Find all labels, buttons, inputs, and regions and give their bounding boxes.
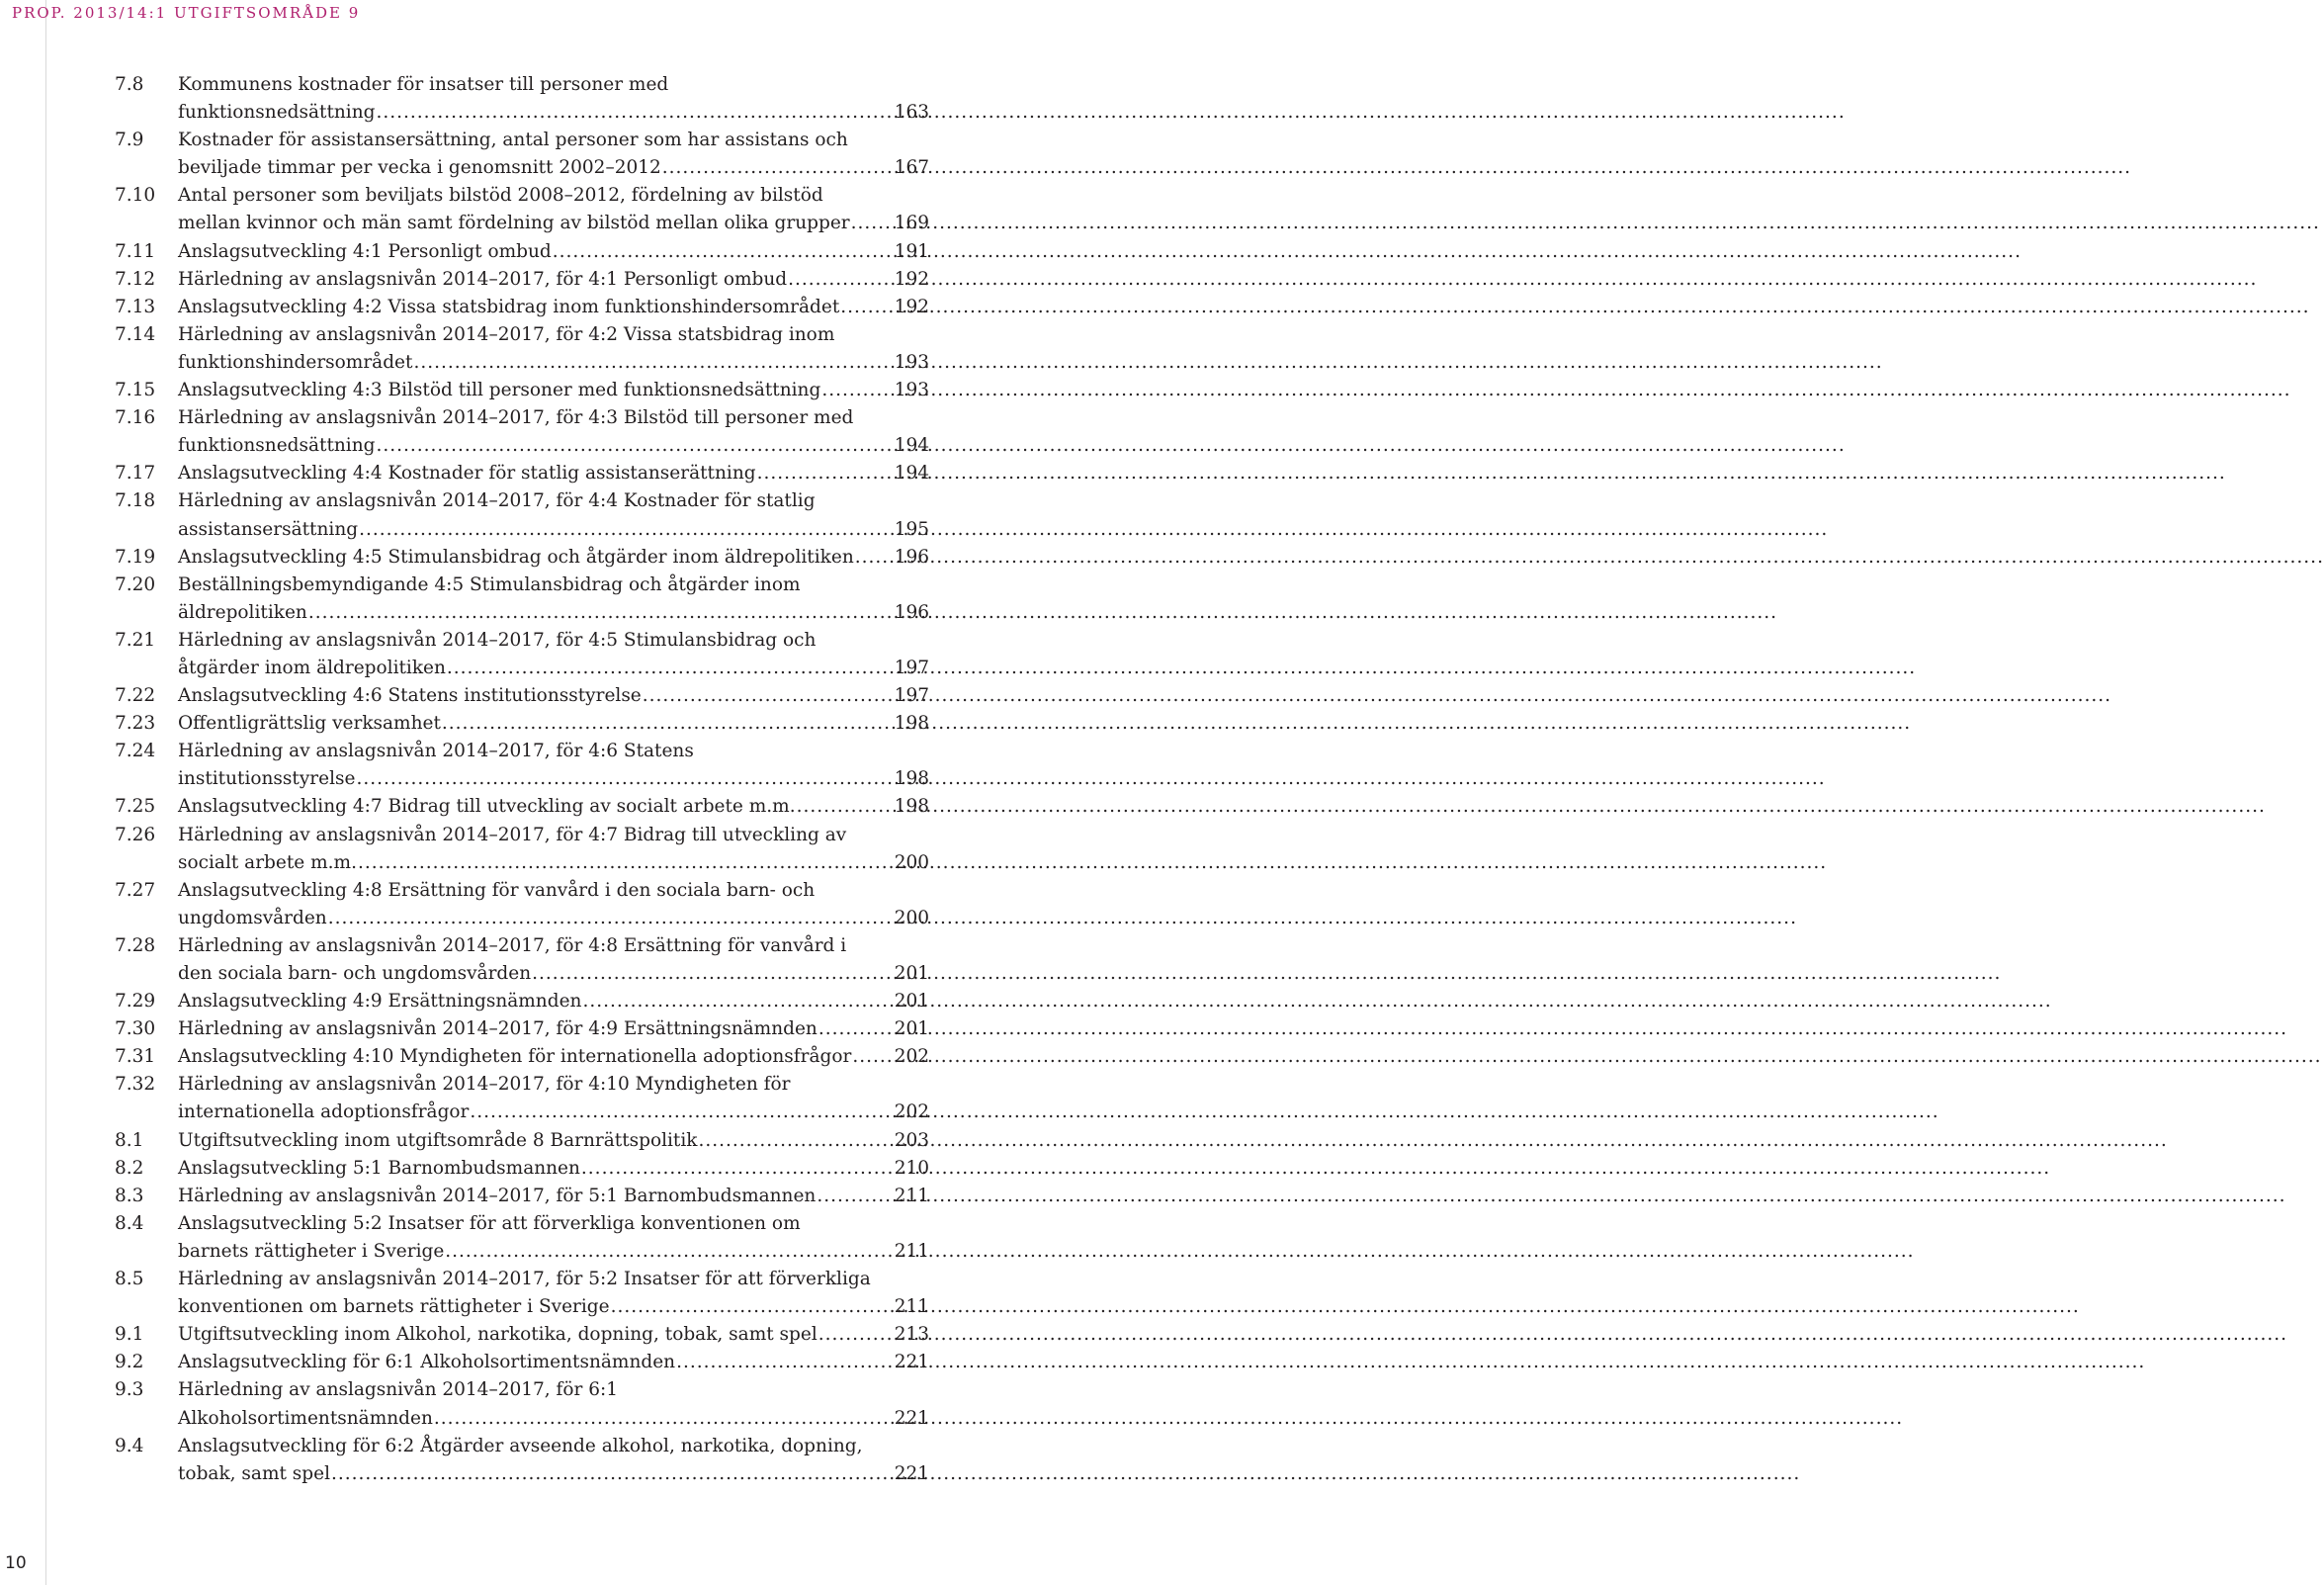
entry-title: [178, 294, 929, 321]
entry-title: [178, 182, 929, 237]
entry-number: 7.28: [115, 934, 156, 956]
toc-entry[interactable]: [115, 71, 929, 127]
entry-title: [178, 1349, 929, 1376]
entry-page-number[interactable]: 169: [894, 213, 929, 234]
dot-leader: [840, 294, 893, 321]
entry-number: 7.13: [115, 296, 156, 317]
toc-entry[interactable]: [115, 877, 929, 932]
entry-page-number[interactable]: 197: [894, 685, 929, 707]
entry-title-line: Kommunens kostnader för insatser till personer med: [178, 74, 669, 95]
entry-page-number[interactable]: 210: [894, 1157, 929, 1179]
entry-number: 8.2: [115, 1157, 144, 1179]
dot-leader: [434, 1405, 894, 1433]
entry-page-number[interactable]: 201: [894, 991, 929, 1013]
entry-title-last-line: [178, 710, 929, 738]
entry-title-line: Härledning av anslagsnivån 2014–2017, för 4:1 Personligt ombud: [178, 268, 788, 290]
dot-leader: [445, 1238, 893, 1266]
entry-title-line: den sociala barn- och ungdomsvården: [178, 963, 532, 984]
entry-title-last-line: [178, 1238, 929, 1266]
dot-leader: [328, 905, 894, 932]
entry-title: [178, 627, 929, 682]
entry-title-last-line: [178, 294, 929, 321]
entry-title: [178, 238, 929, 266]
dot-leader: [331, 1460, 894, 1488]
dot-leader: [699, 1127, 894, 1155]
toc-entry[interactable]: [115, 822, 929, 877]
entry-title-line: Anslagsutveckling för 6:2 Åtgärder avseende alkohol, narkotika, dopning,: [178, 1435, 863, 1456]
entry-title-line: socialt arbete m.m.: [178, 851, 357, 873]
dot-leader: [582, 988, 893, 1015]
entry-page-number[interactable]: 167: [894, 157, 929, 179]
toc-entry[interactable]: [115, 294, 929, 321]
toc-entry[interactable]: [115, 572, 929, 627]
entry-title-last-line: [178, 460, 929, 487]
entry-title-line: Beställningsbemyndigande 4:5 Stimulansbidrag och åtgärder inom: [178, 573, 801, 595]
entry-title-line: Härledning av anslagsnivån 2014–2017, för 4:10 Myndigheten för: [178, 1074, 791, 1096]
entry-title: [178, 266, 929, 294]
entry-title: [178, 1043, 929, 1071]
entry-number: 7.19: [115, 546, 156, 568]
toc-entry[interactable]: [115, 1015, 929, 1043]
dot-leader: [308, 599, 894, 627]
entry-page-number[interactable]: 200: [894, 907, 929, 928]
entry-title-line: Härledning av anslagsnivån 2014–2017, för 4:6 Statens: [178, 741, 694, 762]
entry-title: [178, 1183, 929, 1210]
entry-title-line: Härledning av anslagsnivån 2014–2017, för 4:7 Bidrag till utveckling av: [178, 824, 847, 845]
toc-entry[interactable]: [115, 682, 929, 710]
dot-leader: [852, 1043, 893, 1071]
entry-title-last-line: [178, 349, 929, 377]
entry-page-number[interactable]: 193: [894, 351, 929, 373]
entry-title-line: Härledning av anslagsnivån 2014–2017, för 6:1: [178, 1379, 619, 1401]
entry-title-last-line: [178, 432, 929, 460]
toc-entry[interactable]: [115, 932, 929, 988]
entry-title-last-line: [178, 210, 929, 237]
entry-title-last-line: [178, 655, 929, 682]
dot-leader: [788, 266, 894, 294]
entry-title-line: Härledning av anslagsnivån 2014–2017, för 5:1 Barnombudsmannen: [178, 1185, 817, 1206]
entry-title-line: Härledning av anslagsnivån 2014–2017, för 5:2 Insatser för att förverkliga: [178, 1269, 871, 1290]
dot-leader: [447, 655, 894, 682]
entry-number: 7.10: [115, 185, 156, 207]
entry-page-number[interactable]: 211: [894, 1240, 929, 1262]
entry-page-number[interactable]: 200: [894, 851, 929, 873]
entry-page-number[interactable]: 221: [894, 1462, 929, 1484]
entry-title: [178, 572, 929, 627]
dot-leader: [797, 793, 894, 821]
margin-rule: [45, 0, 46, 1585]
dot-leader: [757, 460, 894, 487]
entry-number: 7.26: [115, 824, 156, 845]
entry-title-last-line: [178, 599, 929, 627]
entry-title-line: assistansersättning: [178, 518, 359, 540]
entry-number: 7.23: [115, 713, 156, 735]
entry-title-last-line: [178, 765, 929, 793]
entry-title-last-line: [178, 1293, 929, 1321]
entry-title-last-line: [178, 960, 929, 988]
toc-entry[interactable]: [115, 1433, 929, 1488]
dot-leader: [532, 960, 894, 988]
entry-title-last-line: [178, 1043, 929, 1071]
entry-title-line: mellan kvinnor och män samt fördelning av bilstöd mellan olika grupper: [178, 213, 850, 234]
entry-title-line: Anslagsutveckling 4:3 Bilstöd till personer med funktionsnedsättning: [178, 380, 821, 401]
entry-title-last-line: [178, 154, 929, 182]
dot-leader: [855, 544, 894, 572]
toc-entry[interactable]: [115, 1155, 929, 1183]
entry-title: [178, 1376, 929, 1432]
entry-title-line: tobak, samt spel: [178, 1462, 330, 1484]
entry-number: 7.30: [115, 1018, 156, 1040]
entry-number: 7.14: [115, 323, 156, 345]
toc-entry[interactable]: [115, 793, 929, 821]
entry-page-number[interactable]: 201: [894, 963, 929, 984]
dot-leader: [359, 516, 894, 544]
page-number: 10: [5, 1553, 27, 1573]
entry-number: 7.32: [115, 1074, 156, 1096]
entry-page-number[interactable]: 163: [894, 102, 929, 124]
toc-entry[interactable]: [115, 321, 929, 377]
toc-entry[interactable]: [115, 404, 929, 460]
dot-leader: [470, 1099, 893, 1126]
entry-number: 7.27: [115, 879, 156, 901]
entry-title-line: institutionsstyrelse: [178, 768, 356, 790]
toc-entry[interactable]: [115, 1043, 929, 1071]
entry-title-last-line: [178, 544, 929, 572]
entry-title-last-line: [178, 1155, 929, 1183]
entry-page-number[interactable]: 211: [894, 1185, 929, 1206]
entry-title-line: Anslagsutveckling 4:10 Myndigheten för internationella adoptionsfrågor: [178, 1046, 852, 1068]
entry-number: 7.15: [115, 380, 156, 401]
entry-number: 7.22: [115, 685, 156, 707]
entry-title-last-line: [178, 99, 929, 127]
entry-title-line: Anslagsutveckling 4:6 Statens institutionsstyrelse: [178, 685, 642, 707]
dot-leader: [821, 377, 893, 404]
entry-title-line: Anslagsutveckling 4:4 Kostnader för statlig assistanserättning: [178, 463, 756, 484]
entry-page-number[interactable]: 213: [894, 1324, 929, 1346]
entry-title: [178, 487, 929, 543]
entry-title-line: Alkoholsortimentsnämnden: [178, 1407, 433, 1429]
entry-title-last-line: [178, 1099, 929, 1126]
dot-leader: [662, 154, 894, 182]
entry-number: 7.9: [115, 130, 144, 151]
entry-title-line: Offentligrättslig verksamhet: [178, 713, 441, 735]
toc-entry[interactable]: [115, 1321, 929, 1349]
entry-title-last-line: [178, 377, 929, 404]
entry-title: [178, 127, 929, 182]
entry-title-line: Härledning av anslagsnivån 2014–2017, för 4:2 Vissa statsbidrag inom: [178, 323, 835, 345]
toc-entry[interactable]: [115, 1183, 929, 1210]
dot-leader: [356, 765, 893, 793]
toc-entry[interactable]: [115, 738, 929, 793]
entry-title-last-line: [178, 266, 929, 294]
entry-title-line: Anslagsutveckling 5:2 Insatser för att förverkliga konventionen om: [178, 1212, 801, 1234]
entry-number: 7.18: [115, 490, 156, 512]
toc-entry[interactable]: [115, 182, 929, 237]
entry-title-line: Anslagsutveckling 4:9 Ersättningsnämnden: [178, 991, 582, 1013]
toc-entry[interactable]: [115, 544, 929, 572]
dot-leader: [817, 1183, 893, 1210]
dot-leader: [818, 1015, 894, 1043]
entry-title-last-line: [178, 1321, 929, 1349]
entry-number: 7.21: [115, 629, 156, 651]
toc-entry[interactable]: [115, 1127, 929, 1155]
entry-page-number[interactable]: 193: [894, 380, 929, 401]
entry-title: [178, 682, 929, 710]
entry-number: 7.31: [115, 1046, 156, 1068]
entry-number: 9.2: [115, 1352, 144, 1373]
running-header: PROP. 2013/14:1 UTGIFTSOMRÅDE 9: [12, 4, 361, 22]
entry-title-line: funktionshindersområdet: [178, 351, 413, 373]
entry-title-line: åtgärder inom äldrepolitiken: [178, 657, 446, 678]
entry-title-line: Anslagsutveckling 4:2 Vissa statsbidrag inom funktionshindersområdet: [178, 296, 840, 317]
toc-entry[interactable]: [115, 1376, 929, 1432]
dot-leader: [851, 210, 894, 237]
toc-entry[interactable]: [115, 238, 929, 266]
dot-leader: [553, 238, 894, 266]
dot-leader: [376, 99, 893, 127]
entry-title-line: Anslagsutveckling 4:5 Stimulansbidrag och åtgärder inom äldrepolitiken: [178, 546, 854, 568]
entry-title: [178, 460, 929, 487]
entry-title-line: beviljade timmar per vecka i genomsnitt 2002–2012: [178, 157, 661, 179]
entry-title: [178, 822, 929, 877]
entry-title-last-line: [178, 1183, 929, 1210]
toc-entry[interactable]: [115, 1071, 929, 1126]
entry-page-number[interactable]: 195: [894, 518, 929, 540]
entry-title-last-line: [178, 793, 929, 821]
entry-page-number[interactable]: 198: [894, 796, 929, 818]
entry-page-number[interactable]: 191: [894, 240, 929, 262]
toc-entry[interactable]: [115, 1266, 929, 1321]
entry-page-number[interactable]: 192: [894, 296, 929, 317]
entry-title-line: Härledning av anslagsnivån 2014–2017, för 4:9 Ersättningsnämnden: [178, 1018, 818, 1040]
entry-title-line: Antal personer som beviljats bilstöd 2008–2012, fördelning av bilstöd: [178, 185, 823, 207]
entry-number: 8.1: [115, 1129, 144, 1151]
entry-page-number[interactable]: 203: [894, 1129, 929, 1151]
entry-title-line: Utgiftsutveckling inom utgiftsområde 8 Barnrättspolitik: [178, 1129, 698, 1151]
dot-leader: [358, 849, 894, 877]
entry-number: 8.4: [115, 1212, 144, 1234]
entry-page-number[interactable]: 211: [894, 1296, 929, 1318]
entry-number: 9.3: [115, 1379, 144, 1401]
toc-entry[interactable]: [115, 1349, 929, 1376]
entry-title-line: Härledning av anslagsnivån 2014–2017, för 4:4 Kostnader för statlig: [178, 490, 816, 512]
entry-title-line: internationella adoptionsfrågor: [178, 1101, 470, 1123]
entry-title: [178, 1015, 929, 1043]
entry-title-last-line: [178, 1127, 929, 1155]
entry-page-number[interactable]: 196: [894, 546, 929, 568]
dot-leader: [376, 432, 893, 460]
toc-entry[interactable]: [115, 627, 929, 682]
dot-leader: [611, 1293, 894, 1321]
entry-title-line: ungdomsvården: [178, 907, 327, 928]
entry-title-last-line: [178, 238, 929, 266]
dot-leader: [818, 1321, 894, 1349]
entry-title: [178, 738, 929, 793]
entry-page-number[interactable]: 192: [894, 268, 929, 290]
entry-title-last-line: [178, 849, 929, 877]
entry-page-number[interactable]: 194: [894, 435, 929, 457]
toc-entry[interactable]: [115, 487, 929, 543]
entry-title-last-line: [178, 1405, 929, 1433]
entry-page-number[interactable]: 221: [894, 1352, 929, 1373]
entry-title: [178, 1321, 929, 1349]
entry-title-line: Kostnader för assistansersättning, antal personer som har assistans och: [178, 130, 848, 151]
entry-title: [178, 1127, 929, 1155]
entry-title: [178, 71, 929, 127]
entry-title-line: Anslagsutveckling för 6:1 Alkoholsortimentsnämnden: [178, 1352, 676, 1373]
entry-number: 7.11: [115, 240, 156, 262]
entry-title: [178, 1210, 929, 1266]
entry-title-line: Utgiftsutveckling inom Alkohol, narkotika, dopning, tobak, samt spel: [178, 1324, 818, 1346]
toc-entry[interactable]: [115, 710, 929, 738]
entry-title: [178, 877, 929, 932]
toc-entry[interactable]: [115, 127, 929, 182]
entry-page-number[interactable]: 202: [894, 1046, 929, 1068]
entry-title-line: Anslagsutveckling 4:8 Ersättning för vanvård i den sociala barn- och: [178, 879, 816, 901]
entry-title-line: Härledning av anslagsnivån 2014–2017, för 4:8 Ersättning för vanvård i: [178, 934, 847, 956]
entry-number: 7.12: [115, 268, 156, 290]
entry-title: [178, 1071, 929, 1126]
entry-title: [178, 1155, 929, 1183]
entry-title-line: Härledning av anslagsnivån 2014–2017, för 4:3 Bilstöd till personer med: [178, 407, 854, 429]
entry-page-number[interactable]: 202: [894, 1101, 929, 1123]
entry-title-last-line: [178, 516, 929, 544]
table-of-figures-list: [115, 71, 929, 1488]
entry-number: 8.5: [115, 1269, 144, 1290]
entry-title-last-line: [178, 905, 929, 932]
entry-title-line: funktionsnedsättning: [178, 102, 376, 124]
entry-number: 7.8: [115, 74, 144, 95]
entry-title: [178, 1266, 929, 1321]
entry-number: 7.20: [115, 573, 156, 595]
dot-leader: [413, 349, 893, 377]
entry-title: [178, 544, 929, 572]
entry-title-line: Anslagsutveckling 5:1 Barnombudsmannen: [178, 1157, 580, 1179]
entry-title-line: Härledning av anslagsnivån 2014–2017, för 4:5 Stimulansbidrag och: [178, 629, 817, 651]
entry-page-number[interactable]: 196: [894, 601, 929, 623]
entry-number: 7.25: [115, 796, 156, 818]
entry-title: [178, 321, 929, 377]
entry-title: [178, 710, 929, 738]
entry-page-number[interactable]: 198: [894, 768, 929, 790]
entry-title-line: funktionsnedsättning: [178, 435, 376, 457]
entry-title-line: barnets rättigheter i Sverige: [178, 1240, 445, 1262]
dot-leader: [676, 1349, 894, 1376]
entry-title-line: Anslagsutveckling 4:1 Personligt ombud: [178, 240, 552, 262]
entry-title-line: konventionen om barnets rättigheter i Sverige: [178, 1296, 610, 1318]
entry-title: [178, 404, 929, 460]
entry-title-last-line: [178, 1460, 929, 1488]
entry-title-last-line: [178, 1015, 929, 1043]
toc-entry[interactable]: [115, 460, 929, 487]
entry-title: [178, 377, 929, 404]
toc-entry[interactable]: [115, 988, 929, 1015]
entry-number: 7.17: [115, 463, 156, 484]
toc-entry[interactable]: [115, 1210, 929, 1266]
entry-title-last-line: [178, 1349, 929, 1376]
entry-number: 7.29: [115, 991, 156, 1013]
entry-number: 8.3: [115, 1185, 144, 1206]
toc-entry[interactable]: [115, 377, 929, 404]
dot-leader: [581, 1155, 894, 1183]
entry-title: [178, 988, 929, 1015]
dot-leader: [643, 682, 894, 710]
entry-number: 7.16: [115, 407, 156, 429]
entry-page-number[interactable]: 201: [894, 1018, 929, 1040]
entry-title: [178, 932, 929, 988]
entry-page-number[interactable]: 221: [894, 1407, 929, 1429]
entry-title: [178, 793, 929, 821]
dot-leader: [442, 710, 894, 738]
entry-number: 9.1: [115, 1324, 144, 1346]
entry-page-number[interactable]: 194: [894, 463, 929, 484]
entry-title-last-line: [178, 682, 929, 710]
entry-title: [178, 1433, 929, 1488]
entry-number: 7.24: [115, 741, 156, 762]
entry-number: 9.4: [115, 1435, 144, 1456]
entry-page-number[interactable]: 198: [894, 713, 929, 735]
toc-entry[interactable]: [115, 266, 929, 294]
entry-title-line: äldrepolitiken: [178, 601, 307, 623]
entry-title-line: Anslagsutveckling 4:7 Bidrag till utveckling av socialt arbete m.m.: [178, 796, 796, 818]
entry-page-number[interactable]: 197: [894, 657, 929, 678]
entry-title-last-line: [178, 988, 929, 1015]
